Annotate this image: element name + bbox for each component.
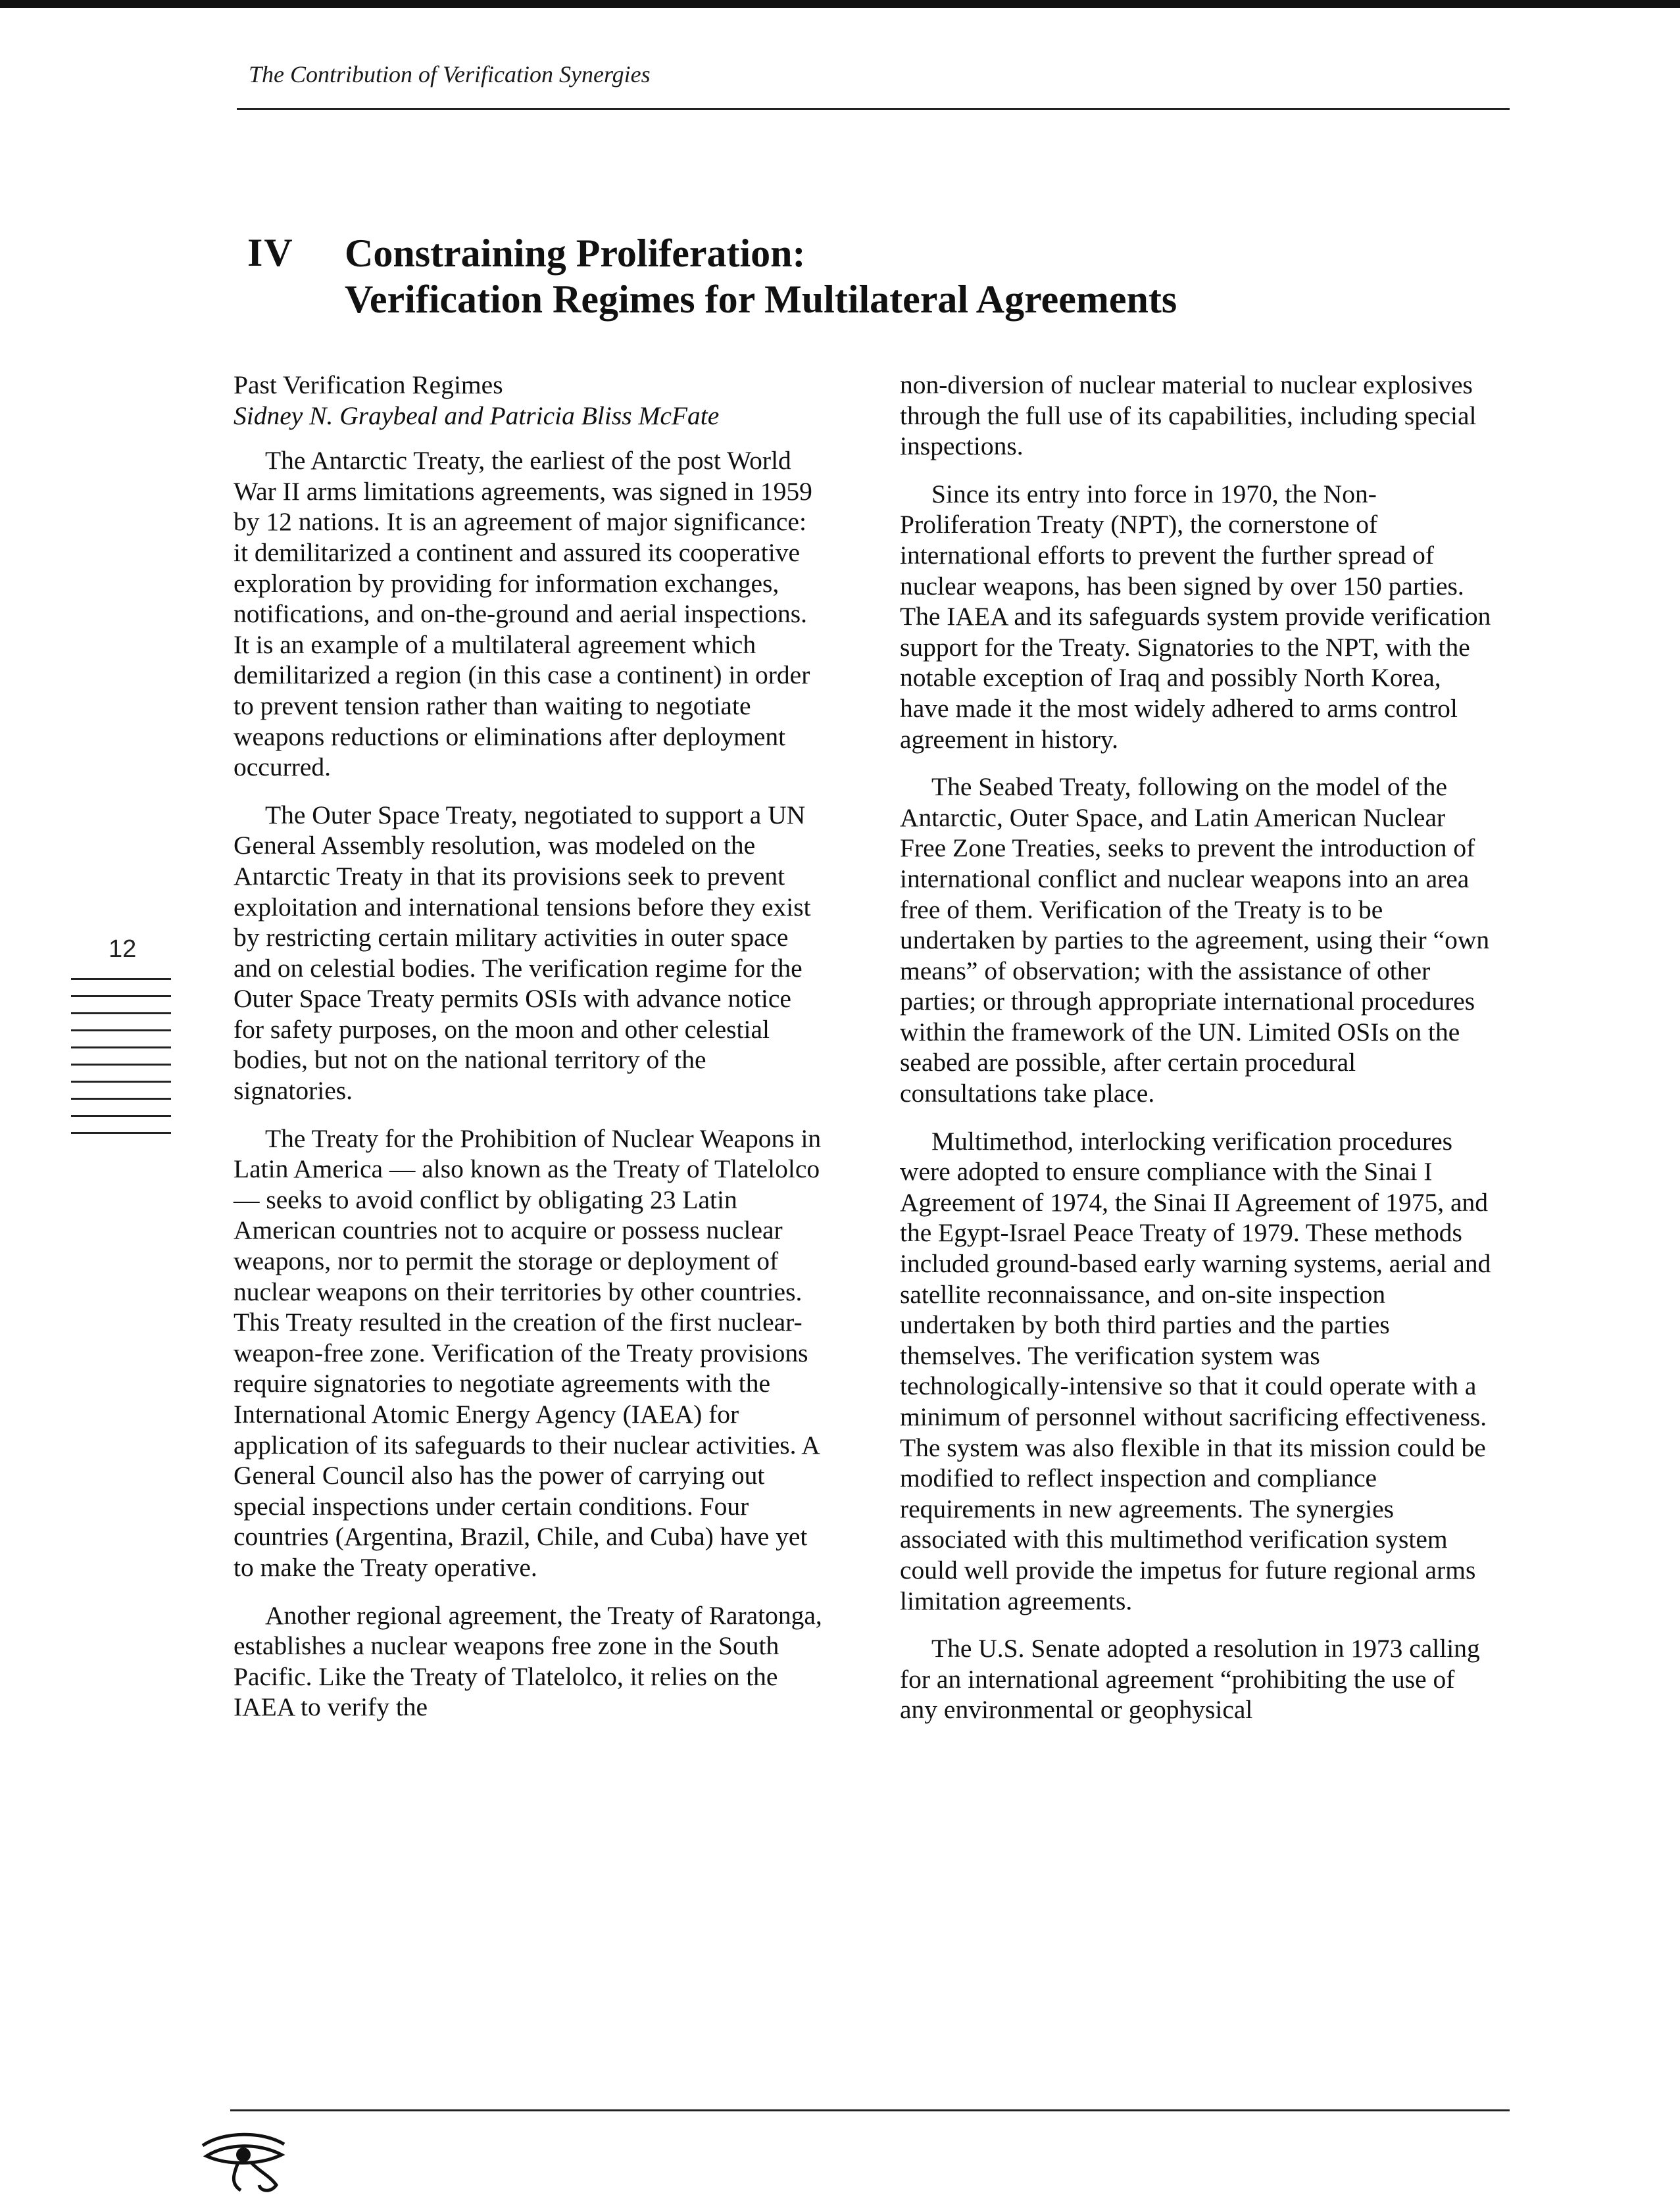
right-column [900, 370, 1492, 1742]
paragraph-antarctic-treaty: The Antarctic Treaty, the earliest of the post World War II arms limitations agreements, was signed in 1959 by 12 nations. It is an agreement of major significance: it demilitarized a continent and assured its cooperative exploration by providing for information exchanges, notifications, and on-the-ground and aerial inspections. It is an example of a multilateral agreement which demilitarized a region (in this case a continent) in order to prevent tension rather than waiting to negotiate weapons reductions or eliminations after deployment occurred. [234, 446, 812, 782]
header-rule [237, 108, 1510, 110]
chapter-title-line-1: Constraining Proliferation: [345, 232, 806, 275]
chapter-title [345, 230, 1177, 322]
section-title: Past Verification Regimes [234, 370, 503, 399]
paragraph-npt: Since its entry into force in 1970, the Non-Proliferation Treaty (NPT), the cornerstone of international efforts to prevent the further spread of nuclear weapons, has been signed by over 150 parties. The IAEA and its safeguards system provide verification support for the Treaty. Signatories to the NPT, with the notable exception of Iraq and possibly North Korea, have made it the most widely adhered to arms control agreement in history. [900, 479, 1491, 754]
paragraph-outer-space-treaty: The Outer Space Treaty, negotiated to support a UN General Assembly resolution, was modeled on the Antarctic Treaty in that its provisions seek to prevent exploitation and international tensions before they exist by restricting certain military activities in outer space and on celestial bodies. The verification regime for the Outer Space Treaty permits OSIs with advance notice for safety purposes, on the moon and other celestial bodies, but not on the national territory of the signatories. [234, 800, 811, 1106]
chapter-number: IV [247, 231, 294, 274]
eye-of-horus-logo-icon [197, 2125, 289, 2197]
left-column [234, 370, 826, 1740]
page-number: 12 [109, 935, 137, 963]
paragraph-seabed-treaty: The Seabed Treaty, following on the model of the Antarctic, Outer Space, and Latin American Nuclear Free Zone Treaties, seeks to prevent the introduction of international conflict and nuclear weapons into an area free of them. Verification of the Treaty is to be undertaken by parties to the agreement, using their “own means” of observation; with the assistance of other parties; or through appropriate international procedures within the framework of the UN. Limited OSIs on the seabed are possible, after certain procedural consultations take place. [900, 772, 1490, 1108]
scan-top-border [0, 0, 1680, 8]
paragraph-sinai-agreements: Multimethod, interlocking verification procedures were adopted to ensure compliance with the Sinai I Agreement of 1974, the Sinai II Agreement of 1975, and the Egypt-Israel Peace Treaty of 1979. These methods included ground-based early warning systems, aerial and satellite reconnaissance, and on-site inspection undertaken by both third parties and the parties themselves. The verification system was technologically-intensive so that it could operate with a minimum of personnel without sacrificing effectiveness. The system was also flexible in that its mission could be modified to reflect inspection and compliance requirements in new agreements. The synergies associated with this multimethod verification system could well provide the impetus for future regional arms limitation agreements. [900, 1126, 1491, 1615]
running-head: The Contribution of Verification Synergies [249, 61, 651, 87]
paragraph-tlatelolco-treaty: The Treaty for the Prohibition of Nuclear Weapons in Latin America — also known as the Treaty of Tlatelolco — seeks to avoid conflict by obligating 23 Latin American countries not to acquire or possess nuclear weapons, nor to permit the storage or deployment of nuclear weapons on their territories by other countries. This Treaty resulted in the creation of the first nuclear-weapon-free zone. Verification of the Treaty provisions require signatories to negotiate agreements with the International Atomic Energy Agency (IAEA) for application of its safeguards to their nuclear activities. A General Council also has the power of carrying out special inspections under certain conditions. Four countries (Argentina, Brazil, Chile, and Cuba) have yet to make the Treaty operative. [234, 1123, 822, 1582]
footer-rule [230, 2109, 1510, 2111]
paragraph-raratonga-treaty: Another regional agreement, the Treaty of Raratonga, establishes a nuclear weapons free zone in the South Pacific. Like the Treaty of Tlatelolco, it relies on the IAEA to verify the [234, 1600, 822, 1722]
section-authors: Sidney N. Graybeal and Patricia Bliss McFate [234, 401, 720, 430]
paragraph-continuation: non-diversion of nuclear material to nuclear explosives through the full use of its capabilities, including special inspections. [900, 370, 1477, 461]
chapter-title-line-2: Verification Regimes for Multilateral Agreements [345, 278, 1177, 321]
margin-rule-stack [71, 978, 171, 1149]
paragraph-senate-resolution: The U.S. Senate adopted a resolution in 1973 calling for an international agreement “prohibiting the use of any environmental or geophysical [900, 1634, 1480, 1725]
